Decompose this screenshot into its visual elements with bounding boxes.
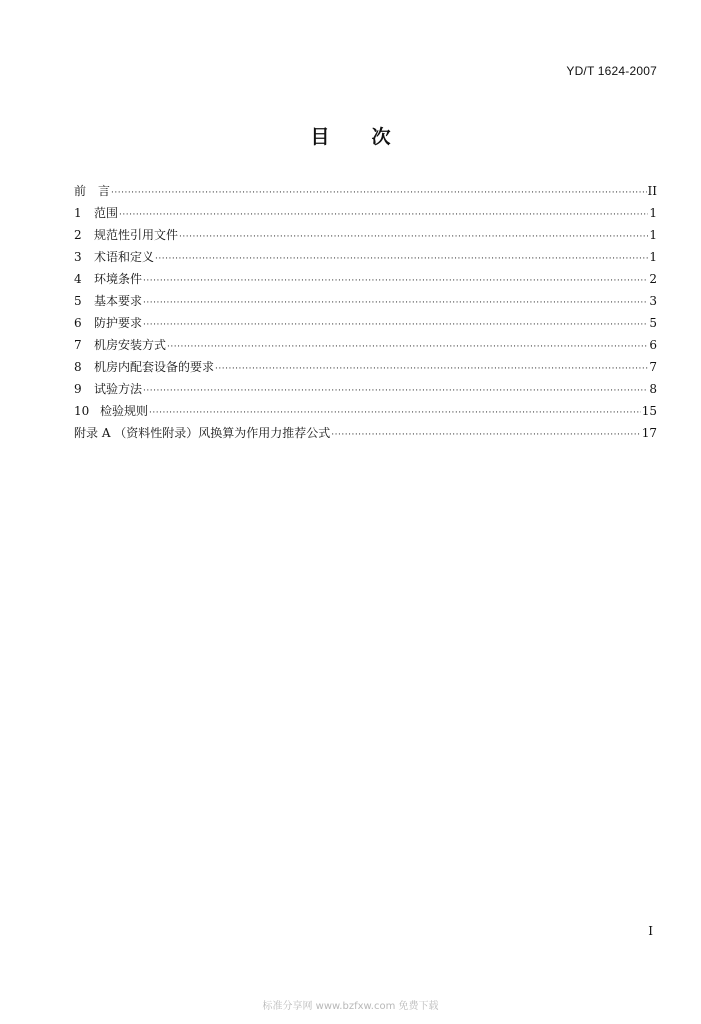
toc-entry-page: 17 xyxy=(641,426,657,440)
toc-entry-label: 附录 A （资料性附录）风换算为作用力推荐公式 xyxy=(74,426,331,440)
toc-leader-dots xyxy=(331,424,640,446)
toc-entry-10[interactable] xyxy=(74,400,657,422)
toc-entry-label: 环境条件 xyxy=(94,272,143,286)
toc-entry-number: 2 xyxy=(74,228,82,242)
toc-entry-number: 5 xyxy=(74,294,82,308)
toc-leader-dots xyxy=(215,358,648,380)
toc-entry-page: 5 xyxy=(649,316,657,330)
toc-entry-number: 1 xyxy=(74,206,82,220)
toc-leader-dots xyxy=(155,248,648,270)
toc-entry-8[interactable] xyxy=(74,356,657,378)
toc-entry-page: 1 xyxy=(649,228,657,242)
toc-entry-number: 10 xyxy=(74,404,90,418)
toc-entry-label: 术语和定义 xyxy=(94,250,155,264)
toc-entry-7[interactable] xyxy=(74,334,657,356)
toc-entry-page: 3 xyxy=(649,294,657,308)
toc-entry-label: 范围 xyxy=(94,206,119,220)
toc-entry-number: 6 xyxy=(74,316,82,330)
toc-entry-label: 前 言 xyxy=(74,184,111,198)
toc-leader-dots xyxy=(167,336,648,358)
toc-entry-page: 7 xyxy=(649,360,657,374)
toc-leader-dots xyxy=(111,182,647,204)
toc-entry-4[interactable] xyxy=(74,268,657,290)
toc-leader-dots xyxy=(143,314,648,336)
toc-entry-page: 15 xyxy=(641,404,657,418)
toc-entry-number: 9 xyxy=(74,382,82,396)
toc-entry-9[interactable] xyxy=(74,378,657,400)
toc-leader-dots xyxy=(119,204,648,226)
toc-entry-page: II xyxy=(647,184,657,198)
toc-leader-dots xyxy=(143,270,648,292)
toc-leader-dots xyxy=(143,292,648,314)
site-watermark: 标准分享网 www.bzfxw.com 免费下载 xyxy=(262,1001,439,1012)
toc-entry-number: 7 xyxy=(74,338,82,352)
toc-entry-label: 试验方法 xyxy=(94,382,143,396)
toc-entry-6[interactable] xyxy=(74,312,657,334)
toc-entry-foreword[interactable] xyxy=(74,180,657,202)
toc-entry-label: 防护要求 xyxy=(94,316,143,330)
toc-entry-number: 4 xyxy=(74,272,82,286)
toc-entry-label: 检验规则 xyxy=(100,404,149,418)
toc-entry-3[interactable] xyxy=(74,246,657,268)
toc-entry-number: 3 xyxy=(74,250,82,264)
toc-entry-number: 8 xyxy=(74,360,82,374)
page-number: I xyxy=(648,924,653,938)
toc-title: 目次 xyxy=(310,126,433,148)
toc-entry-page: 6 xyxy=(649,338,657,352)
toc-entry-page: 1 xyxy=(649,250,657,264)
toc-leader-dots xyxy=(143,380,648,402)
toc-entry-label: 规范性引用文件 xyxy=(94,228,179,242)
toc-leader-dots xyxy=(179,226,648,248)
toc-entry-page: 1 xyxy=(649,206,657,220)
toc-leader-dots xyxy=(149,402,641,424)
toc-entry-2[interactable] xyxy=(74,224,657,246)
toc-entry-label: 机房内配套设备的要求 xyxy=(94,360,215,374)
toc-entry-page: 2 xyxy=(649,272,657,286)
document-code: YD/T 1624-2007 xyxy=(566,64,657,78)
toc-entry-5[interactable] xyxy=(74,290,657,312)
toc-entry-page: 8 xyxy=(649,382,657,396)
toc-entry-annex-a[interactable] xyxy=(74,422,657,444)
toc-entry-label: 机房安装方式 xyxy=(94,338,167,352)
table-of-contents xyxy=(74,180,657,444)
toc-entry-1[interactable] xyxy=(74,202,657,224)
toc-entry-label: 基本要求 xyxy=(94,294,143,308)
